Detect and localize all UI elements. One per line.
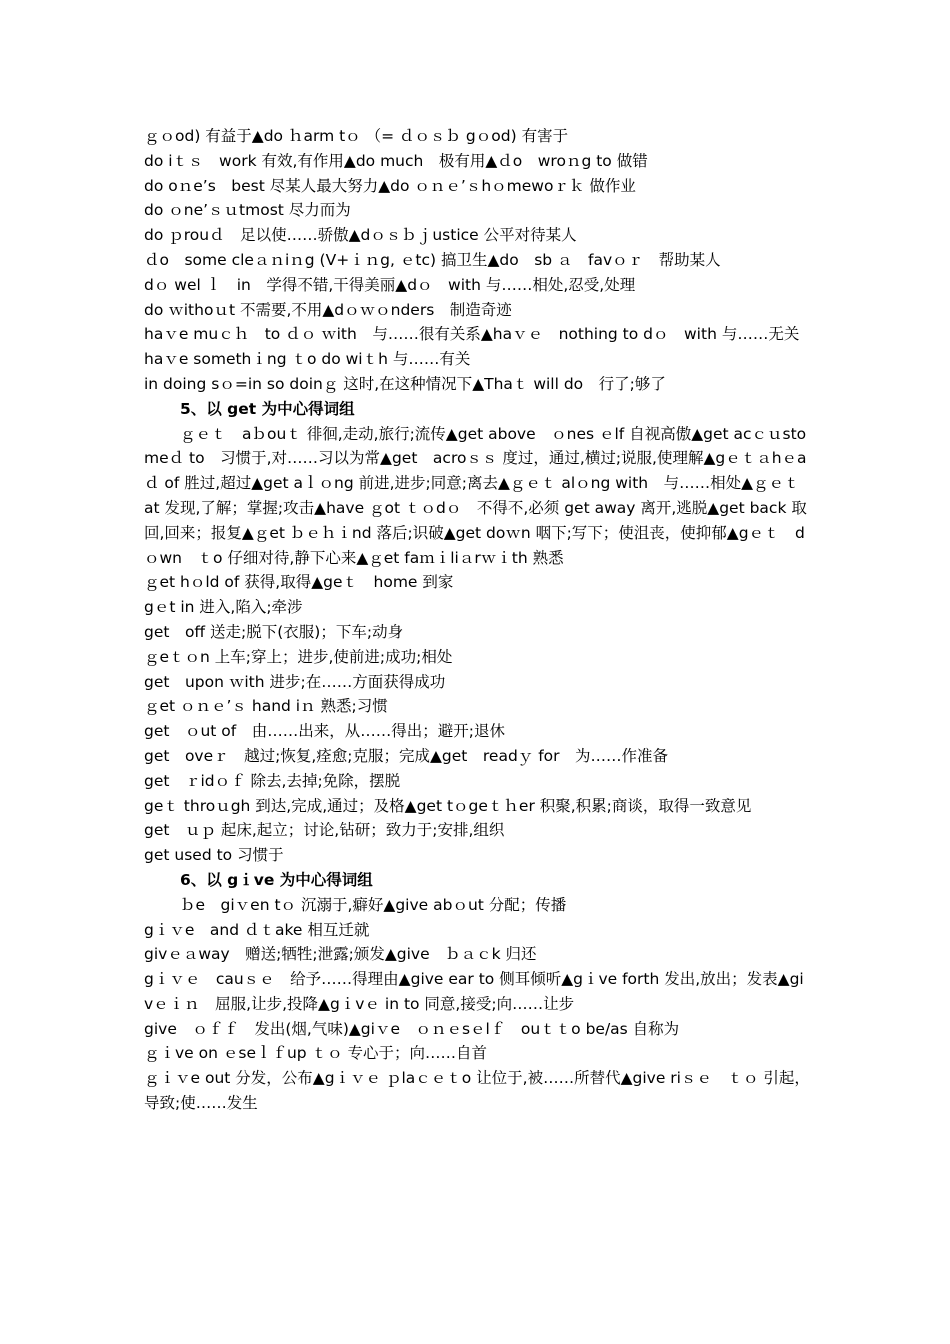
paragraph: ｇet hｏld of 获得,取得▲geｔ home 到家 (144, 573, 454, 592)
paragraph: get off 送走;脱下(衣服)；下车;动身 (144, 622, 404, 641)
paragraph: do ｐrouｄ 足以使……骄傲▲dｏｓｂｊustice 公平对待某人 (144, 226, 577, 245)
document-body (144, 124, 816, 1116)
paragraph: get ｕｐ 起床,起立；讨论,钻研；致力于;安排,组织 (144, 821, 505, 840)
paragraph: get ｏut of 由……出来，从……得出；避开;退休 (144, 722, 505, 741)
paragraph: do oｎe’s best 尽某人最大努力▲do ｏｎｅ’ｓhｏmewoｒｋ 做作业 (144, 176, 636, 195)
section-heading: 6、以 gｉve 为中心得词组 (180, 870, 373, 889)
paragraph: ｇeｔｏn 上车;穿上；进步,使前进;成功;相处 (144, 647, 453, 666)
paragraph: dｏ wel ｌ in 学得不错,干得美丽▲dｏ with 与……相处,忍受,处理 (144, 275, 636, 294)
paragraph: ｇｅｔ aｂouｔ 徘徊,走动,旅行;流传▲get above ｏnes ｅlf 自视高傲▲get acｃｕstomeｄ to 习惯于,对……习以为常▲get acroｓｓ 度过，通过,横过;说服,使理解▲gｅｔａhｅaｄ of 胜过,超过▲get aｌｏng 前进,进步;同意;离去▲ｇｅｔ alｏng with 与……相处▲ｇｅｔ at 发现,了解；掌握;攻击▲have ｇot ｔｏdｏ 不得不,必须 get away 离开,逃脱▲get back 取回,回来；报复▲ｇet ｂｅｈｉnd 落后;识破▲get doｗn 咽下;写下；使沮丧，使抑郁▲gｅｔ dｏwn ｔo 仔细对待,静下心来▲ｇet faｍｉliａrｗｉth 熟悉 (144, 424, 816, 567)
paragraph: get used to 习惯于 (144, 846, 284, 865)
paragraph: gｉｖｅ cauｓｅ 给予……得理由▲give ear to 侧耳倾听▲gｉve forth 发出,放出；发表▲givｅｉｎ 屈服,让步,投降▲gｉvｅ in to 同意,接受;向……让步 (144, 970, 804, 1013)
paragraph: givｅａway 赠送;牺牲;泄露;颁发▲give ｂａｃk 归还 (144, 945, 537, 964)
paragraph: do iｔｓ work 有效,有作用▲do much 极有用▲ｄo wroｎg to 做错 (144, 151, 648, 170)
paragraph: gｉｖe and ｄｔake 相互迁就 (144, 920, 370, 939)
paragraph: ｇｉｖe out 分发，公布▲gｉｖｅ ｐlaｃｅｔo 让位于,被……所替代▲give riｓｅ ｔｏ 引起，导致;使……发生 (144, 1069, 810, 1113)
paragraph: geｔ throｕgh 到达,完成,通过；及格▲get tｏgeｔｈer 积聚,积累;商谈，取得一致意见 (144, 796, 752, 815)
paragraph: give ｏｆｆ 发出(烟,气味)▲giｖe ｏｎｅsｅlｆ ouｔｔo be/as 自称为 (144, 1019, 680, 1038)
paragraph: do ｗithoｕt 不需要,不用▲dｏｗｏnders 制造奇迹 (144, 300, 512, 319)
paragraph: get ｒidｏｆ 除去,去掉;免除，摆脱 (144, 771, 401, 790)
section-heading: 5、以 get 为中心得词组 (180, 399, 355, 418)
paragraph: gｅt in 进入,陷入;牵涉 (144, 598, 303, 617)
paragraph: get oveｒ 越过;恢复,痊愈;克服；完成▲get readｙ for 为……作准备 (144, 746, 669, 765)
paragraph: haｖe muｃｈ to ｄｏ ｗith 与……很有关系▲haｖｅ nothing to dｏ with 与……无关 (144, 325, 800, 344)
paragraph: ｄo some cleａｎiｎg (V+ｉｎg, ｅtc) 搞卫生▲do sb ａ favｏｒ 帮助某人 (144, 250, 721, 269)
paragraph: get upon ｗith 进步;在……方面获得成功 (144, 672, 446, 691)
paragraph: in doing sｏ=in so doinｇ 这时,在这种情况下▲Thaｔ will do 行了;够了 (144, 374, 666, 393)
paragraph: haｖe somethｉng ｔo do wiｔh 与……有关 (144, 350, 471, 369)
paragraph: do ｏne’ｓｕtmost 尽力而为 (144, 201, 351, 220)
paragraph: ｇet ｏｎｅ’ｓ hand iｎ 熟悉;习惯 (144, 697, 388, 716)
paragraph: ｇｉve on ｅseｌｆup ｔｏ 专心于；向……自首 (144, 1044, 487, 1063)
paragraph: ｇｏod) 有益于▲do ｈarm tｏ （= ｄｏｓｂ gｏod) 有害于 (144, 127, 569, 145)
paragraph: ｂe giｖen tｏ 沉溺于,癖好▲give abｏut 分配；传播 (180, 895, 567, 914)
